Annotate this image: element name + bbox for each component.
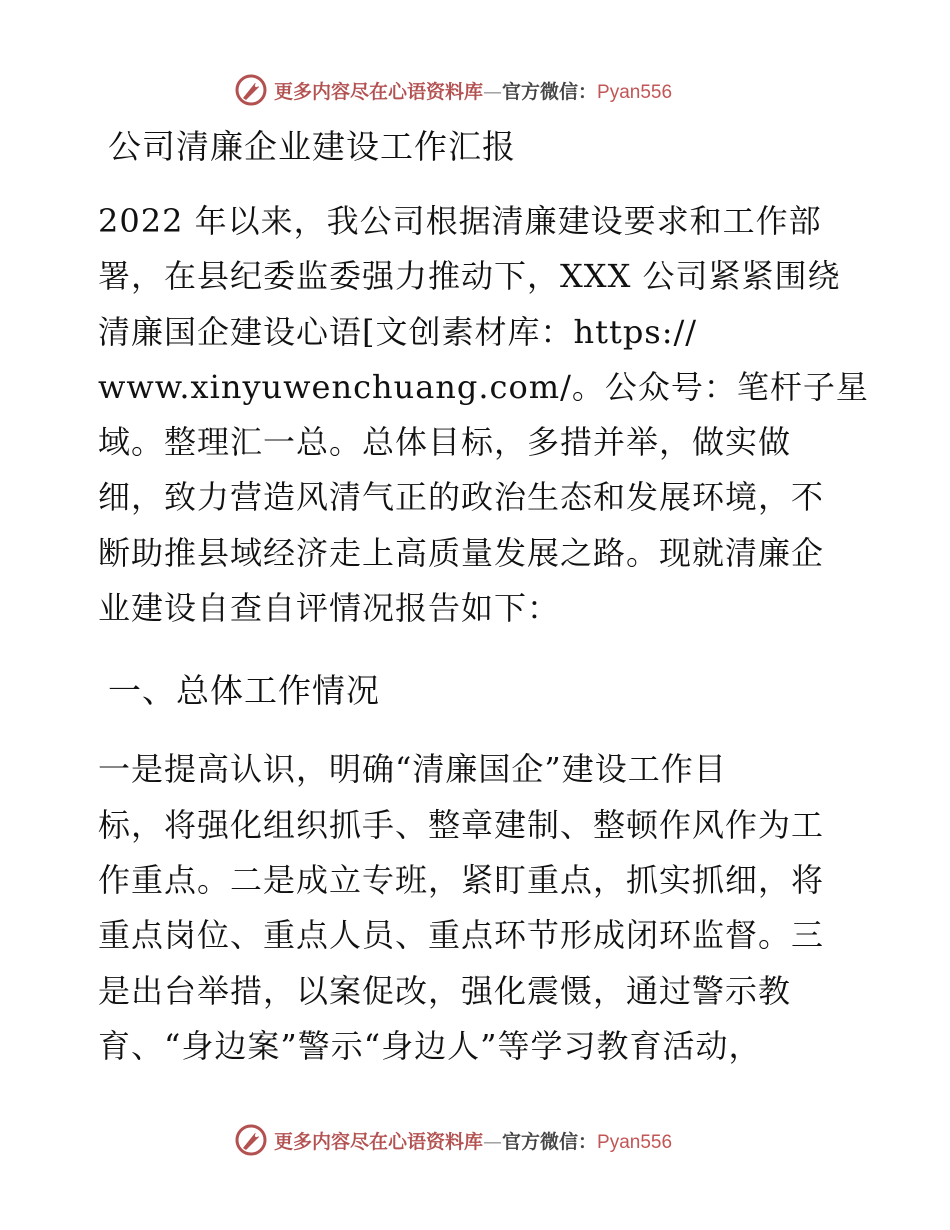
- watermark-text: [274, 1127, 672, 1154]
- section-paragraph: [98, 742, 850, 1074]
- section-heading: 一、总体工作情况: [108, 671, 380, 711]
- intro-paragraph: [98, 194, 869, 636]
- watermark-brand: 更多内容尽在心语资料库: [274, 80, 484, 103]
- text-line: 署，在县纪委监委强力推动下，XXX 公司紧紧围绕: [98, 257, 841, 296]
- text-line: 断助推县域经济走上高质量发展之路。现就清廉企: [98, 533, 825, 572]
- text-line: 域。整理汇一总。总体目标，多措并举，做实做: [98, 423, 792, 462]
- text-line: 标，将强化组织抓手、整章建制、整顿作风作为工: [98, 805, 825, 844]
- text-line: 一是提高认识，明确“清廉国企”建设工作目: [98, 750, 727, 789]
- watermark-dash: —: [483, 80, 503, 103]
- watermark-wechat-id: Pyan556: [597, 81, 673, 103]
- text-line: 2022 年以来，我公司根据清廉建设要求和工作部: [98, 202, 822, 240]
- text-line: www.xinyuwenchuang.com/。公众号：笔杆子星: [98, 367, 869, 406]
- text-line: 是出台举措，以案促改，强化震慑，通过警示教: [98, 971, 792, 1010]
- document-body: [98, 122, 869, 1074]
- text-line: 细，致力营造风清气正的政治生态和发展环境，不: [98, 478, 825, 517]
- watermark-wechat-id: Pyan556: [597, 1131, 673, 1153]
- text-line: 育、“身边案”警示“身边人”等学习教育活动，: [98, 1026, 762, 1065]
- watermark-official: 官方微信：: [502, 80, 598, 103]
- text-line: 清廉国企建设心语[文创素材库：https://: [98, 312, 698, 351]
- pen-nib-circle-icon: [234, 73, 268, 107]
- watermark-footer: [234, 1120, 754, 1160]
- text-line: 业建设自查自评情况报告如下：: [98, 589, 561, 628]
- watermark-text: [274, 77, 672, 104]
- watermark-dash: —: [483, 1130, 503, 1153]
- document-title: 公司清廉企业建设工作汇报: [108, 127, 516, 166]
- pen-nib-circle-icon: [234, 1123, 268, 1157]
- text-line: 作重点。二是成立专班，紧盯重点，抓实抓细，将: [98, 860, 825, 899]
- watermark-header: [234, 70, 754, 110]
- watermark-official: 官方微信：: [502, 1130, 598, 1153]
- watermark-brand: 更多内容尽在心语资料库: [274, 1130, 484, 1153]
- text-line: 重点岗位、重点人员、重点环节形成闭环监督。三: [98, 916, 825, 955]
